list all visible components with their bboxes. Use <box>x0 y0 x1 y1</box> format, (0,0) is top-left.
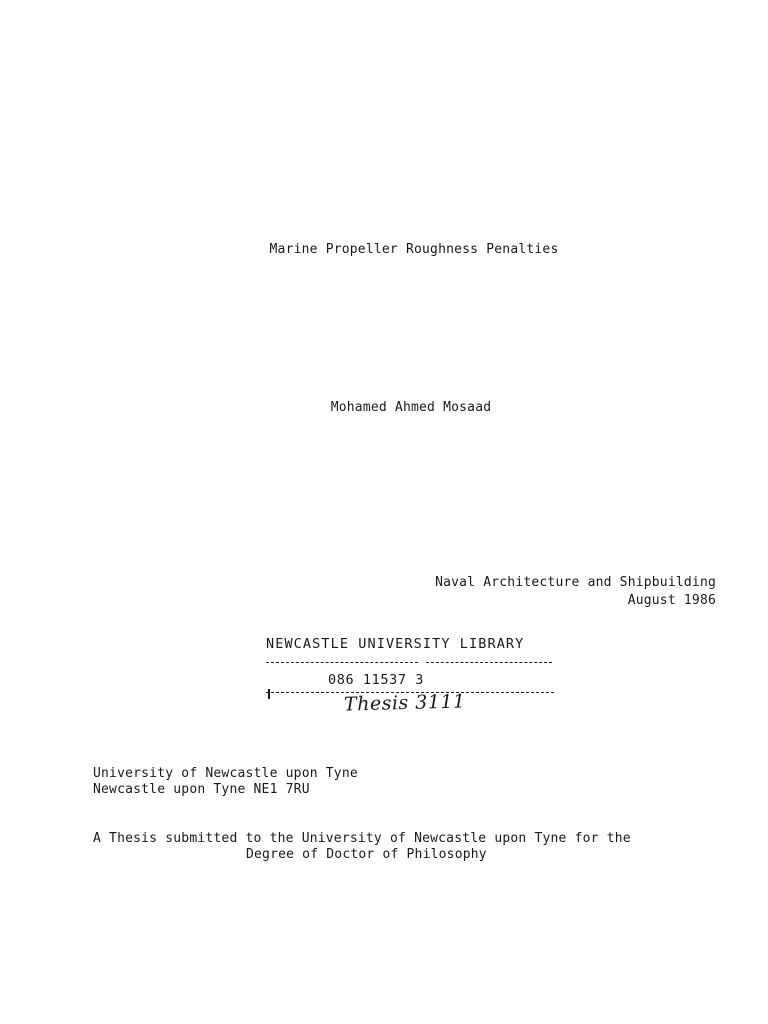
submission-date: August 1986 <box>627 593 716 608</box>
author-name: Mohamed Ahmed Mosaad <box>330 400 492 415</box>
stamp-divider <box>426 662 552 663</box>
address-line-2: Newcastle upon Tyne NE1 7RU <box>93 782 310 797</box>
library-stamp-heading: NEWCASTLE UNIVERSITY LIBRARY <box>266 636 525 652</box>
thesis-title: Marine Propeller Roughness Penalties <box>269 242 559 257</box>
submission-statement-line-1: A Thesis submitted to the University of Newcastle upon Tyne for the <box>93 831 631 846</box>
address-line-1: University of Newcastle upon Tyne <box>93 766 358 781</box>
stamp-divider <box>266 662 418 663</box>
library-accession-number: 086 11537 3 <box>328 672 425 688</box>
submission-statement-line-2: Degree of Doctor of Philosophy <box>246 847 487 862</box>
department: Naval Architecture and Shipbuilding <box>435 575 716 590</box>
stamp-tick-mark <box>268 689 274 699</box>
library-stamp <box>262 636 562 720</box>
handwritten-shelfmark: Thesis 3111 <box>343 690 466 716</box>
